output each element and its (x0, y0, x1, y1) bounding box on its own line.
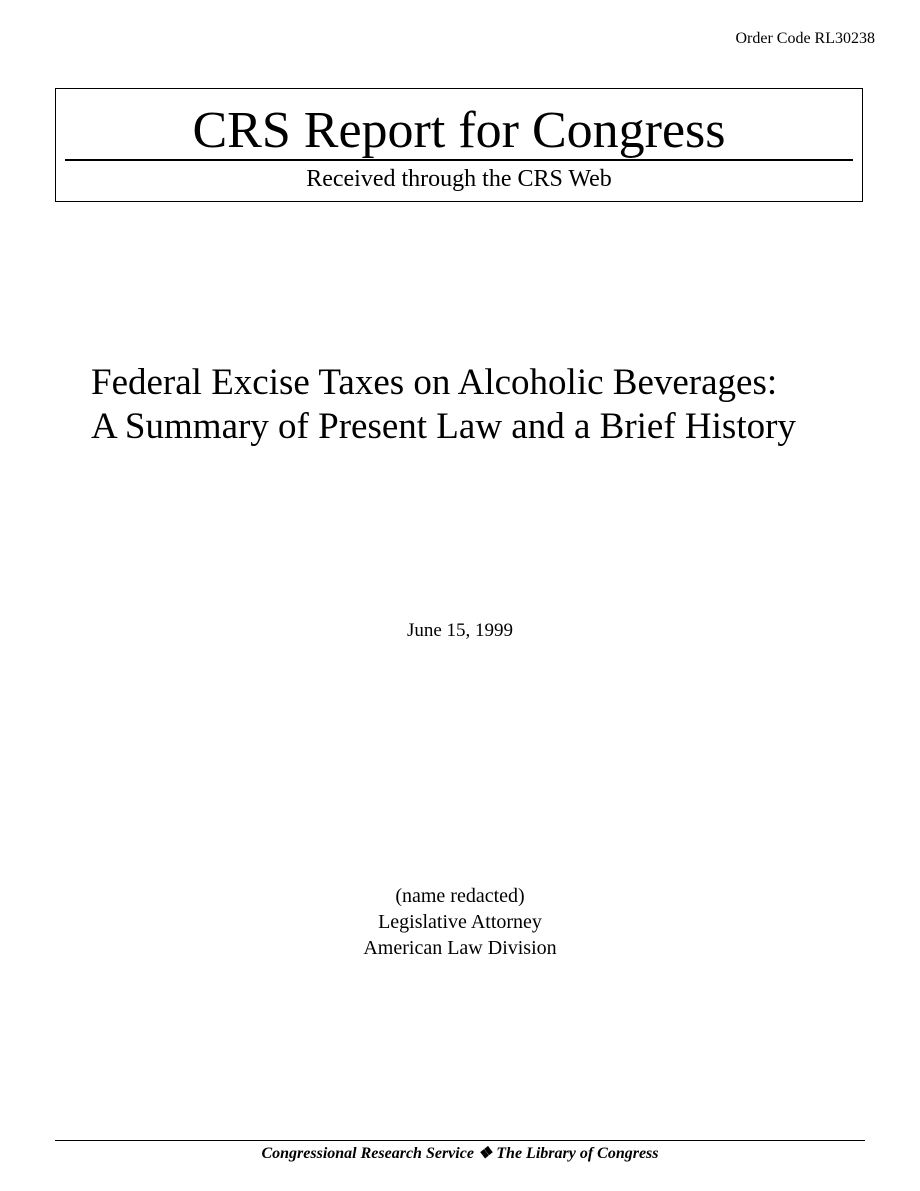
footer-rule (55, 1140, 865, 1141)
report-title-line-1: Federal Excise Taxes on Alcoholic Beverages: (91, 362, 778, 403)
report-title-line-2: A Summary of Present Law and a Brief History (91, 406, 796, 447)
report-header-title: CRS Report for Congress (192, 102, 726, 159)
author-division: American Law Division (363, 937, 557, 959)
author-block (0, 883, 920, 961)
author-name: (name redacted) (395, 885, 525, 907)
report-header-subtitle: Received through the CRS Web (306, 166, 612, 192)
order-code: Order Code RL30238 (735, 30, 875, 47)
author-position: Legislative Attorney (378, 911, 542, 933)
report-date: June 15, 1999 (406, 620, 514, 641)
footer-text: Congressional Research Service ❖ The Library of Congress (261, 1145, 659, 1162)
report-header-rule (65, 159, 853, 161)
report-header-box (55, 88, 863, 202)
report-title (91, 361, 796, 449)
